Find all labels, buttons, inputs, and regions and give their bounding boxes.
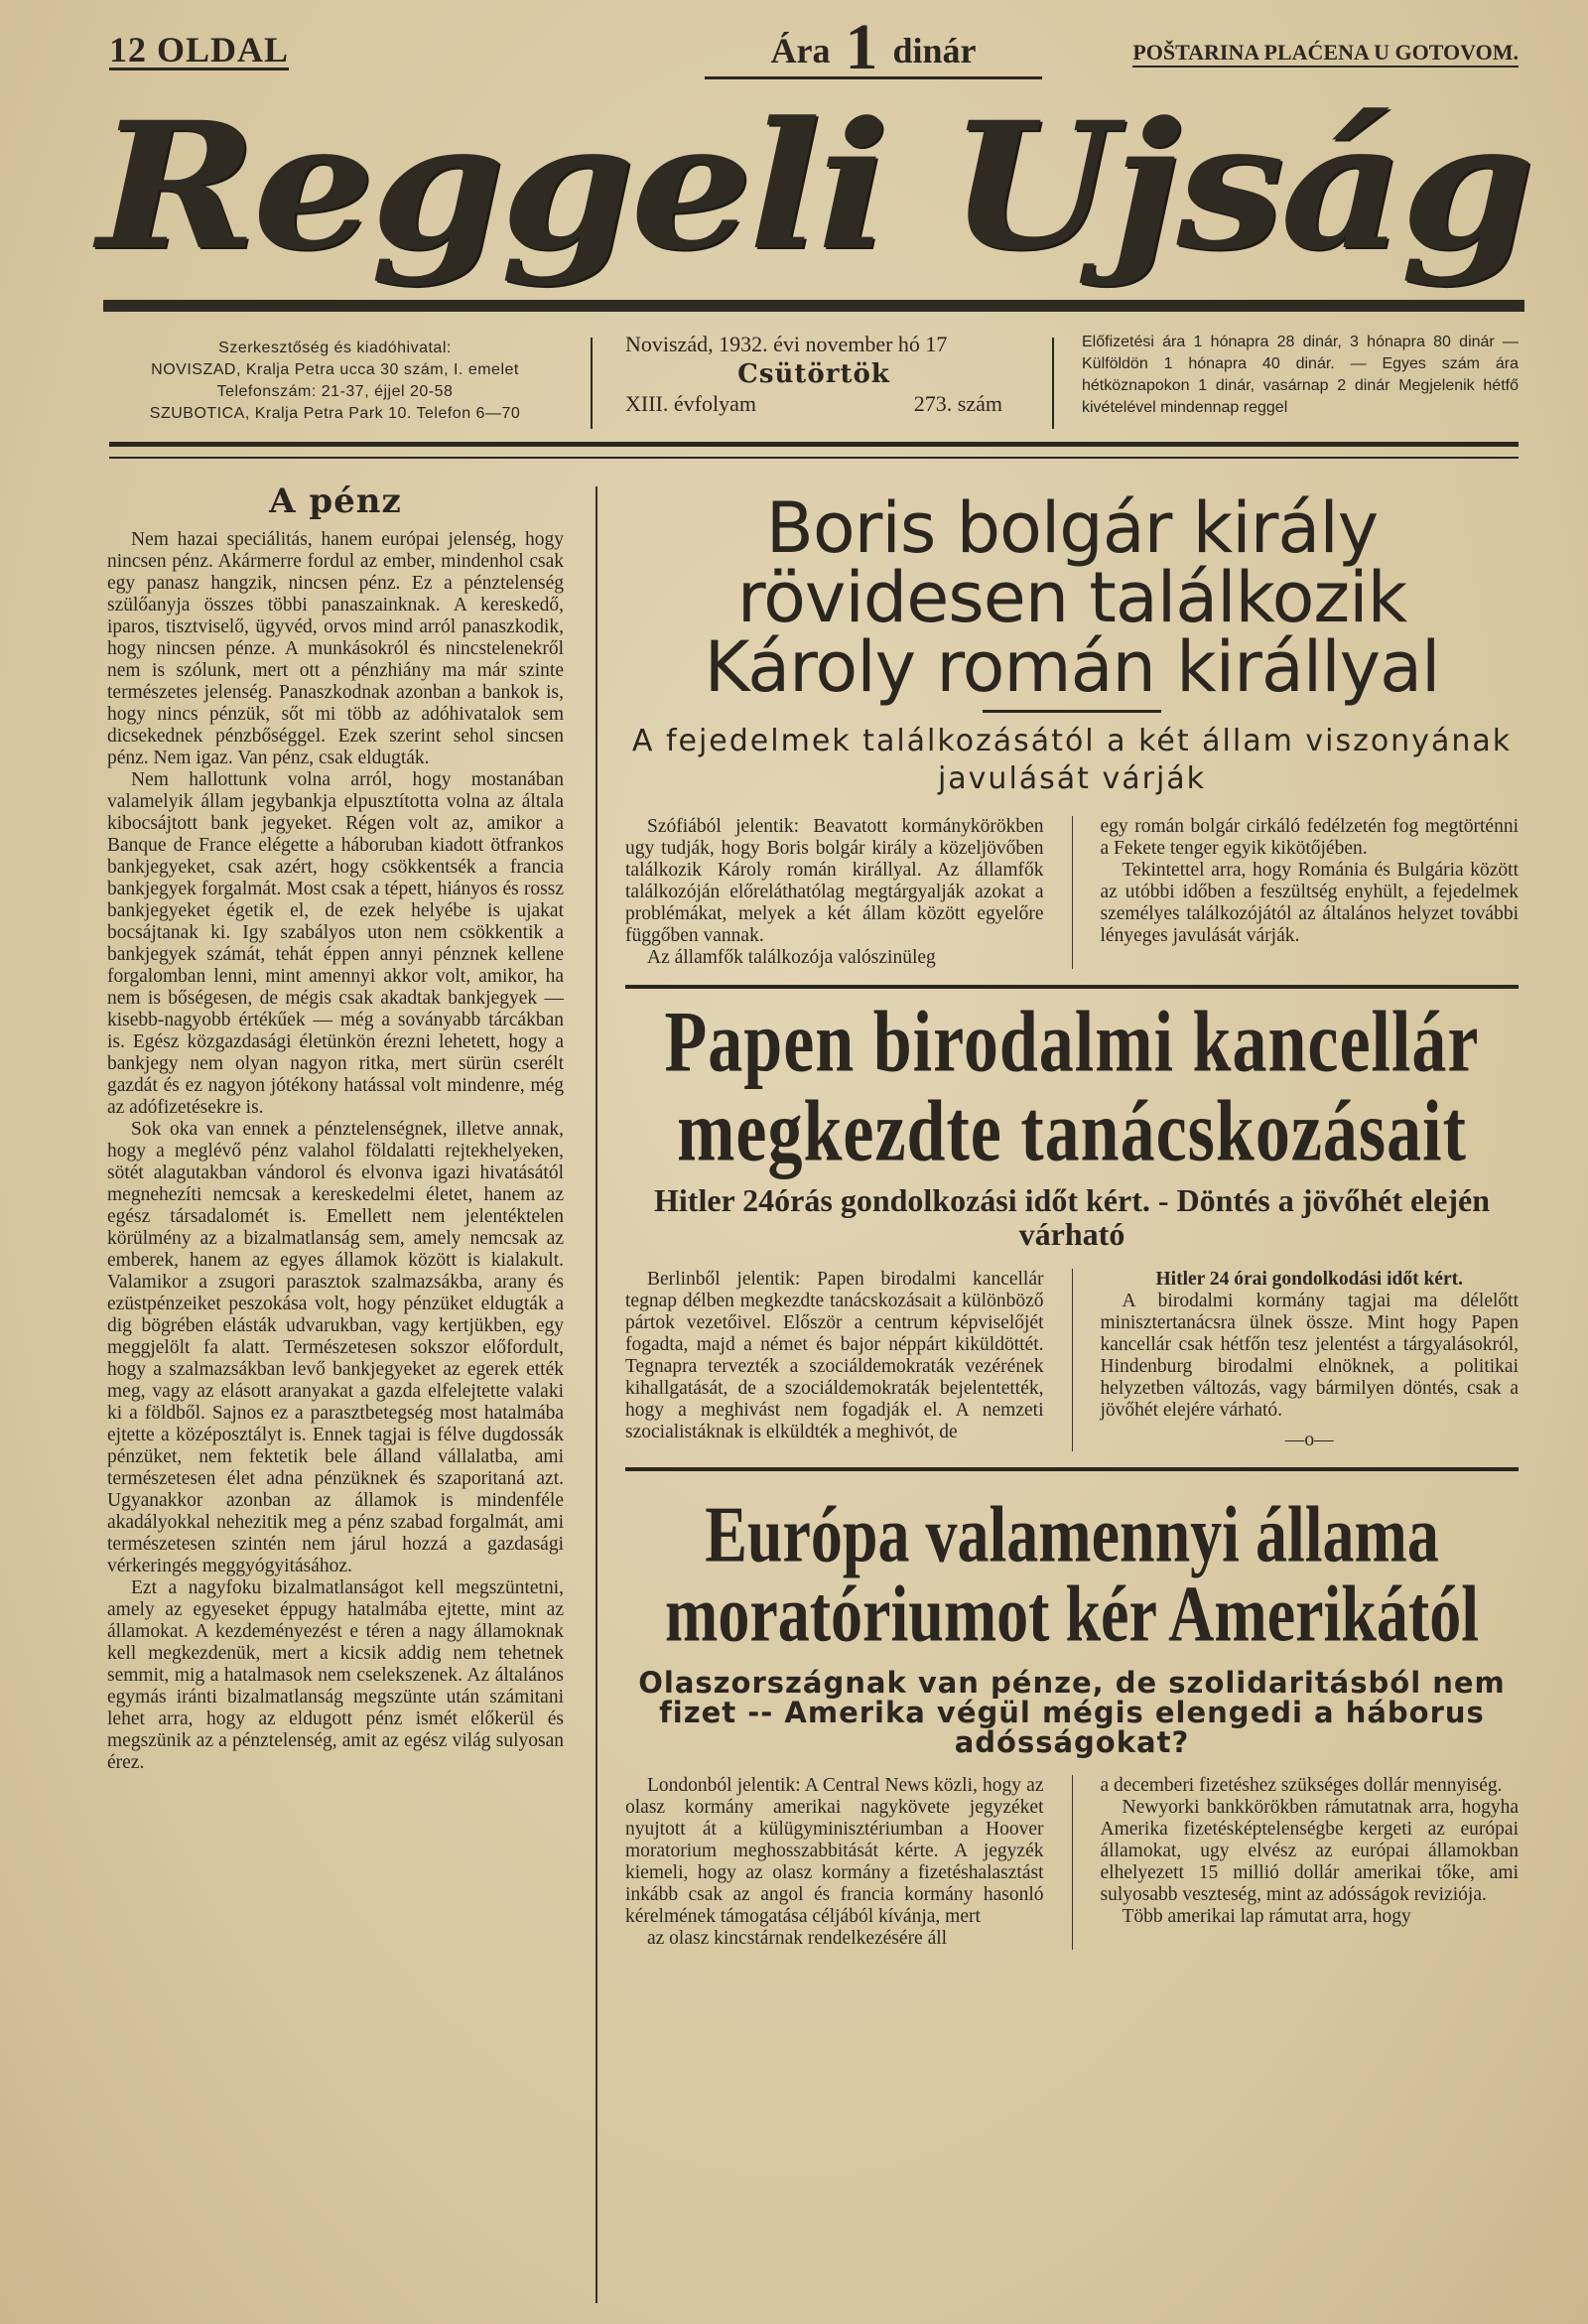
price-number: 1 [845,11,878,83]
header-rule [109,442,1519,459]
europa-col-2 [1101,1775,1520,1950]
editorial-office [109,338,561,425]
paragraph: egy román bolgár cirkáló fedélzetén fog megtörténni a Fekete tenger egyik kikötőjében. [1100,816,1519,859]
paragraph: Nem hallottunk volna arról, hogy mostanában valamelyik állam jegybankja elpusztította volna az általa kibocsájtott bank jegyeket. Régen volt az, amikor a Banque de France elégette a háboruban kiadott ötfrankos bankjegyeket, csak azért, hogy csökkentsék a francia bankjegyek forgalmát. Most csak a tépett, hiányos és rossz bankjegyeket égetik el, de ezek helyébe is ujakat bocsájtanak ki. Igy szabályos uton nem csökkentik a bankjegyek számát, tehát éppen annyi pénznek kellene forgalomban lenni, mint amennyi akkor volt, amikor, ha nem is bőségesen, de mégis csak akadtak bankjegyek — kisebb-nagyobb értékűek — még a soványabb tárcákban is. Egész közgazdasági életünkön érezni lehetett, hogy a bankjegy nem olyan nagyon ritka, mert sürün cserélt gazdát és ez nagyon jótékony hatással volt mindenre, még az adófizetésekre is. [107,769,564,1118]
papen-col-2 [1101,1269,1520,1451]
europa-body [625,1775,1519,1950]
col-separator [1072,1269,1073,1451]
europa-headline: Európa valamennyi állama moratóriumot kér Amerikától [665,1490,1479,1658]
article-title-penz: A pénz [269,481,402,521]
paragraph: a decemberi fizetéshez szükséges dollár mennyiség. [1100,1775,1503,1796]
info-block [109,332,1519,437]
europa-subheadline: Olaszországnak van pénze, de szolidaritásból nem fizet -- Amerika végül mégis elengedi a háborus adósságokat? [638,1666,1506,1759]
subscription-info: Előfizetési ára 1 hónapra 28 dinár, 3 hónapra 80 dinár — Külföldön 1 hónapra 40 dinár. — Egyes szám ára hétköznapokon 1 dinár, vasárnap 2 dinár Megjelenik hétfő kivételével mindennap reggel [1082,334,1519,416]
price-prefix: Ára [770,31,831,70]
europa-col-1 [625,1775,1044,1950]
issue-date: Noviszád, 1932. évi november hó 17 [625,332,948,356]
postage-notice: POŠTARINA PLAĆENA U GOTOVOM. [1132,40,1519,68]
masthead-title: Reggeli Ujság [97,83,1530,289]
paragraph: Tekintettel arra, hogy Románia és Bulgária között az utóbbi időben a feszültség enyhült, a fejedelmek személyes találkozójától az általános helyzet további lényeges javulását várják. [1100,860,1519,946]
paragraph: Berlinből jelentik: Papen birodalmi kancellár tegnap délben megkezdte tanácskozásait a különböző pártok vezetőivel. Először a centrum képviselőjét fogadta, majd a német és bajor néppárt kiküldöttét. Tegnapra tervezték a szociáldemokraták vezérének kihallgatását, de a szociáldemokraták bejelentették, hogy a meghivást nem fogadják el. A nemzeti szocialistáknak is elküldték a meghivót, de [625,1269,1044,1442]
ornament-rule [983,710,1161,713]
boris-col-2 [1101,816,1520,969]
office-line: NOVISZAD, Kralja Petra ucca 30 szám, I. emelet [151,361,519,378]
boris-headline: Boris bolgár király rövidesen találkozik Károly román királlyal [704,487,1440,708]
left-column [107,481,564,1774]
col-separator [1072,816,1073,969]
papen-col-1 [625,1269,1044,1451]
papen-subheadline: Hitler 24órás gondolkozási időt kért. - Döntés a jövőhét elején várható [654,1182,1490,1252]
info-separator [591,338,593,429]
paragraph: Több amerikai lap rámutat arra, hogy [1122,1906,1411,1927]
top-row [109,11,1519,87]
office-line: SZUBOTICA, Kralja Petra Park 10. Telefon 6—70 [149,405,521,422]
papen-headline: Papen birodalmi kancellár megkezdte tanácskozásait [664,995,1480,1180]
paragraph: A birodalmi kormány tagjai ma délelőtt minisztertanácsra ülnek össze. Mint hogy Papen kancellár csak hétfőn tesz jelentést a tárgyalásokról, Hindenburg birodalmi elnöknek, a politikai helyzetben változás, vagy bármilyen döntés, csak a jövőhét elejére várható. [1100,1291,1519,1421]
end-mark: —o— [1284,1430,1334,1450]
column-divider [596,486,597,2303]
article-body-penz [107,529,564,1774]
price [705,11,1042,83]
paragraph: Nem hazai speciálitás, hanem európai jelenség, hogy nincsen pénz. Akármerre fordul az ember, mindenhol csak egy panasz hangzik, nincsen pénz. Ez a pénztelenség szülőanyja összes többi panaszainknak. A kereskedő, iparos, tisztviselő, ügyvéd, orvos mind arról panaszkodik, hogy nincsen pénze. A munkásokról és nincstelenekről nem is szólunk, mert ott a pénzhiány ma már szinte természetes jelenség. Panaszkodnak azonban a bankok is, hogy nincs pénzük, sőt mi több az adóhivatalok sem dicsekednek pénzbőséggel. Ezek szerint sehol sincsen pénz. Nem igaz. Van pénz, csak eldugták. [107,529,564,768]
price-suffix: dinár [892,31,977,70]
boris-subheadline: A fejedelmek találkozásától a két állam viszonyának javulását várják [631,724,1513,796]
office-line: Szerkesztőség és kiadóhivatal: [218,340,452,356]
info-separator [1052,338,1054,429]
section-rule [625,1467,1519,1471]
issue-volume: XIII. évfolyam [625,391,756,416]
right-column [625,481,1519,1950]
paragraph: Az államfők találkozója valószinüleg [647,947,936,968]
paragraph: Newyorki bankkörökben rámutatnak arra, hogyha Amerika fizetésképtelenségbe kergeti az európai államokat, ugy elvész az európai államokban elhelyezett 15 millió dollár amerikai tőke, ami sulyosabb veszteség, mint az adósságok reviziója. [1100,1797,1519,1905]
paragraph: az olasz kincstárnak rendelkezésére áll [647,1928,948,1949]
issue-day: Csütörtök [737,359,890,389]
paragraph: Ezt a nagyfoku bizalmatlanságot kell megszüntetni, amely az egyeseket éppugy hatalmába ejtette, mint az államokat. A kezdeményezést e téren a nagy államoknak kell megkezdenük, mert a kicsik addig nem tehetnek semmit, mig a hatalmasok nem cselekszenek. Az általános egymás iránti bizalmatlanság megszünte után számitani lehet arra, hogy az eldugott pénz ismét előkerül és megszünik az a pénztelenség, amit az egész világ sulyosan érez. [107,1577,564,1773]
issue-info [625,330,1002,419]
paragraph: Szófiából jelentik: Beavatott kormánykörökben ugy tudják, hogy Boris bolgár király a közeljövőben találkozik Károly román királlyal. Az államfők találkozóján előreláthatólag megtárgyalják azokat a problémákat, melyek a két állam között egyelőre függőben vannak. [625,816,1044,946]
section-rule [625,985,1519,989]
boris-body [625,816,1519,969]
paragraph: Londonból jelentik: A Central News közli, hogy az olasz kormány amerikai nagykövete jegyzéket nyujtott át a külügyminisztériumban a Hoover moratorium meghosszabbitását kérte. A jegyzék kiemeli, hogy az olasz kormány a fizetéshalasztást inkább csak az angol és francia kormány hasonló kérelmének támogatása céljából kívánja, mert [625,1775,1044,1927]
masthead-rule [103,300,1524,312]
boris-col-1 [625,816,1044,969]
office-line: Telefonszám: 21-37, éjjel 20-58 [216,383,454,400]
papen-body [625,1269,1519,1451]
col-separator [1072,1775,1073,1950]
masthead [97,83,1530,304]
col-heading: Hitler 24 órai gondolkodási időt kért. [1155,1269,1463,1290]
issue-number: 273. szám [913,391,1002,416]
page-number: 12 OLDAL [109,30,290,69]
paragraph: Sok oka van ennek a pénztelenségnek, illetve annak, hogy a meglévő pénz valahol földalatti rejtekhelyeken, sötét alagutakban vándorol és elvonva igazi hivatásától megnehezíti nemcsak a kereskedelmi életet, hanem az egész társadalomét is. Emellett nem jelentéktelen körülmény az a bizalmatlanság sem, amely nemcsak az emberek, hanem az egyes államok között is kialakult. Valamikor a zsugori parasztok szalmazsákba, arany és ezüstpénzeiket peszokása volt, hogy pénzüket eldugták a dig bögrében elásták udvarukban, vagy kertjükben, egy meggjelölt fa alatt. Természetesen sokszor előfordult, hogy a szalmazsákban levő bankjegyeket az egerek ették meg, vagy az elásott aranyakat a gazda elfelejtette valaki ki a földből. Sajnos ez a parasztbetegség most hatalmába ejtette a középosztályt is. Ennek tagjai is félve dugdossák pénzüket, nem fektetik bele álland vállalatba, ami természetesen élet adna pénzüknek és szaporitaná azt. Ugyanakkor azonban az államok is mindenféle akadályokkal nehezitik meg a pénz szabad forgalmát, ami természetesen szintén nem járul hozzá a gazdasági vérkeringés meggyógyitásához. [107,1119,564,1576]
